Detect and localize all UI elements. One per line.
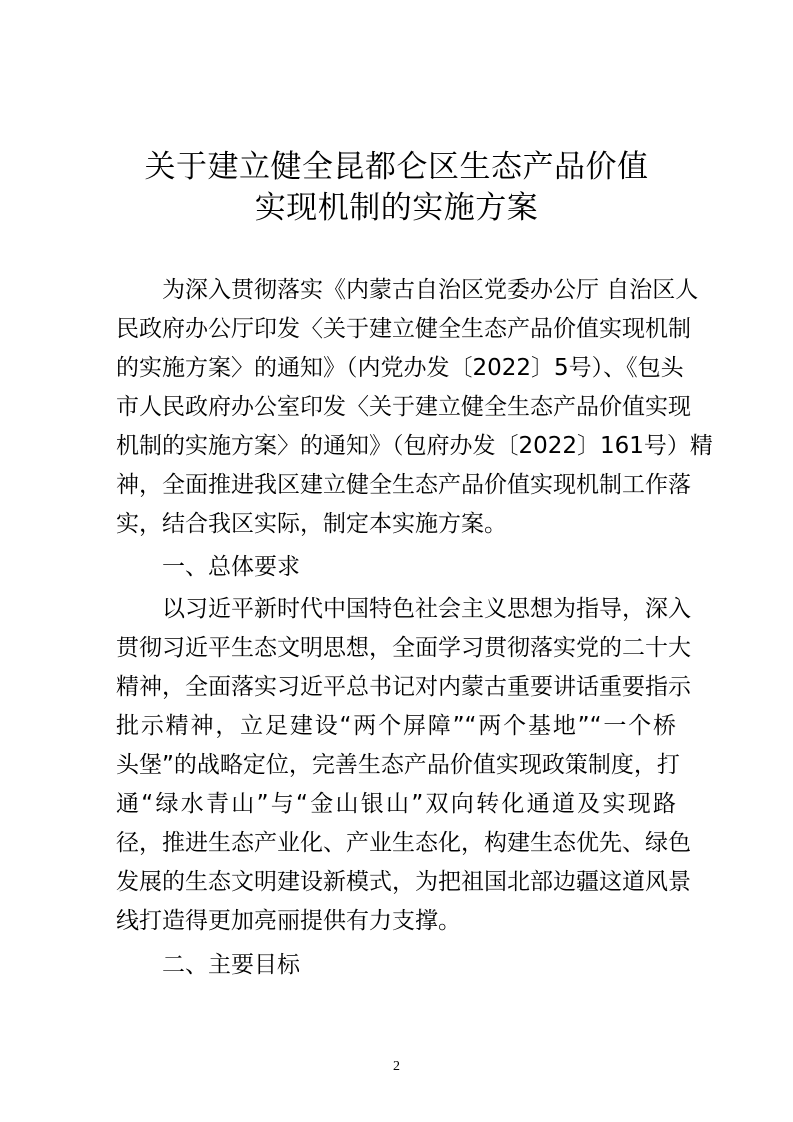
section1-line: 线打造得更加亮丽提供有力支撑。 (116, 908, 461, 934)
section1-line: 以习近平新时代中国特色社会主义思想为指导，深入 (162, 596, 691, 622)
intro-line: 民政府办公厅印发〈关于建立健全生态产品价值实现机制 (116, 316, 691, 342)
intro-line: 实，结合我区实际，制定本实施方案。 (116, 511, 507, 537)
section1-line: 贯彻习近平生态文明思想，全面学习贯彻落实党的二十大 (116, 635, 691, 661)
section1-line: 径，推进生态产业化、产业生态化，构建生态优先、绿色 (116, 830, 691, 856)
intro-line: 市人民政府办公室印发〈关于建立健全生态产品价值实现 (116, 394, 691, 420)
intro-line: 的实施方案〉的通知》（内党办发〔2022〕5号）、《包头 (116, 355, 684, 381)
section-heading-overall-requirements: 一、总体要求 (162, 554, 300, 580)
section1-line: 发展的生态文明建设新模式，为把祖国北部边疆这道风景 (116, 869, 691, 895)
intro-line: 为深入贯彻落实《内蒙古自治区党委办公厅 自治区人 (162, 277, 699, 303)
page-number: 2 (393, 1059, 400, 1074)
section-heading-main-goals: 二、主要目标 (162, 952, 300, 978)
intro-line: 神，全面推进我区建立健全生态产品价值实现机制工作落 (116, 472, 691, 498)
section1-line: 批示精神，立足建设“两个屏障”“两个基地”“一个桥 (116, 713, 676, 739)
document-title-line-2: 实现机制的实施方案 (254, 190, 539, 226)
document-title-line-1: 关于建立健全昆都仑区生态产品价值 (144, 149, 649, 185)
intro-line: 机制的实施方案〉的通知》（包府办发〔2022〕161号）精 (116, 433, 713, 459)
section1-line: 精神，全面落实习近平总书记对内蒙古重要讲话重要指示 (116, 674, 691, 700)
section1-line: 通“绿水青山”与“金山银山”双向转化通道及实现路 (116, 791, 676, 817)
section1-line: 头堡”的战略定位，完善生态产品价值实现政策制度，打 (116, 752, 680, 778)
